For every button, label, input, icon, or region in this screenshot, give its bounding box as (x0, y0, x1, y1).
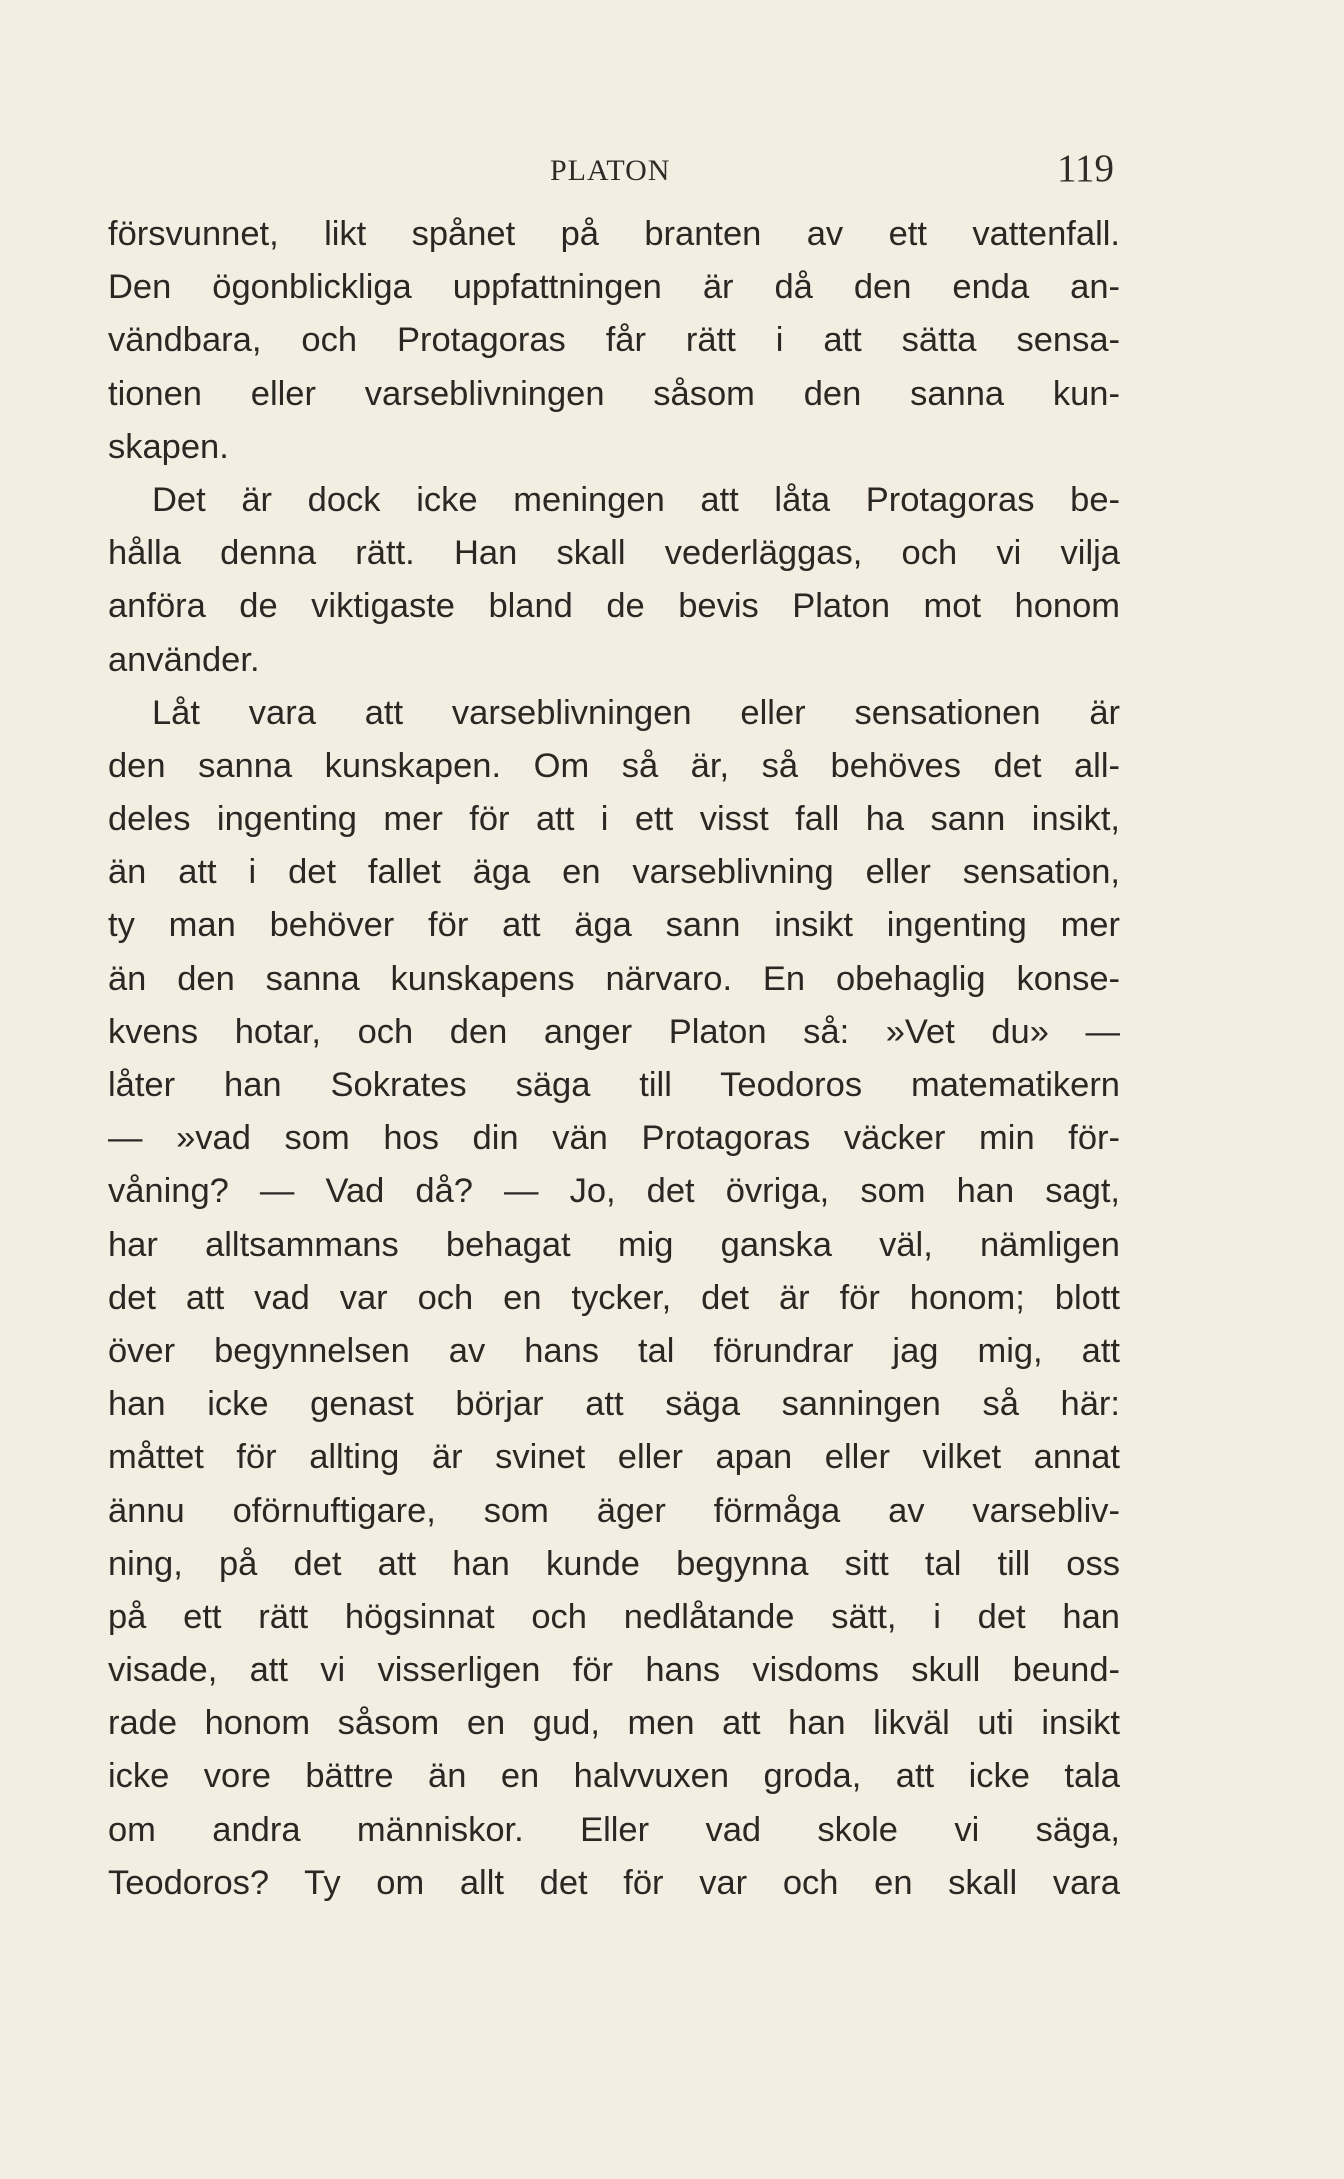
text-line: skapen. (108, 427, 229, 466)
page-number: 119 (1056, 147, 1114, 190)
text-line: över begynnelsen av hans tal förundrar jag mig, att (108, 1331, 1120, 1370)
text-line: deles ingenting mer för att i ett visst fall ha sann insikt, (108, 800, 1120, 839)
text-line: än den sanna kunskapens närvaro. En obehaglig konse- (108, 959, 1120, 998)
text-line: vändbara, och Protagoras får rätt i att sätta sensa- (108, 321, 1120, 360)
text-line: Det är dock icke meningen att låta Protagoras be- (152, 480, 1120, 519)
running-title: PLATON (550, 154, 671, 187)
text-line: ännu oförnuftigare, som äger förmåga av varsebliv- (108, 1491, 1120, 1530)
text-line: kvens hotar, och den anger Platon så: »Vet du» — (108, 1012, 1120, 1051)
text-line: låter han Sokrates säga till Teodoros matematikern (108, 1066, 1120, 1104)
text-line: det att vad var och en tycker, det är för honom; blott (108, 1278, 1120, 1317)
text-line: på ett rätt högsinnat och nedlåtande sätt, i det han (108, 1597, 1120, 1636)
text-line: Den ögonblickliga uppfattningen är då den enda an- (108, 268, 1120, 307)
text-line: använder. (108, 640, 260, 679)
text-line: försvunnet, likt spånet på branten av ett vattenfall. (108, 215, 1120, 253)
text-line: — »vad som hos din vän Protagoras väcker min för- (108, 1119, 1120, 1158)
text-line: ty man behöver för att äga sann insikt ingenting mer (108, 906, 1120, 945)
text-line: rade honom såsom en gud, men att han likväl uti insikt (108, 1704, 1120, 1743)
text-line: Teodoros? Ty om allt det för var och en skall vara (108, 1863, 1120, 1902)
text-line: anföra de viktigaste bland de bevis Platon mot honom (108, 587, 1120, 626)
body-text (108, 208, 1120, 1910)
text-line: Låt vara att varseblivningen eller sensationen är (152, 693, 1120, 732)
text-line: har alltsammans behagat mig ganska väl, nämligen (108, 1225, 1120, 1264)
text-line: icke vore bättre än en halvvuxen groda, att icke tala (108, 1757, 1120, 1796)
text-line: visade, att vi visserligen för hans visdoms skull beund- (108, 1651, 1120, 1690)
text-line: våning? — Vad då? — Jo, det övriga, som han sagt, (108, 1172, 1120, 1211)
text-line: tionen eller varseblivningen såsom den sanna kun- (108, 374, 1120, 413)
text-line: han icke genast börjar att säga sanningen så här: (108, 1385, 1120, 1424)
running-head (108, 146, 1120, 192)
text-line: om andra människor. Eller vad skole vi säga, (108, 1810, 1120, 1849)
text-line: måttet för allting är svinet eller apan eller vilket annat (108, 1438, 1120, 1477)
text-line: ning, på det att han kunde begynna sitt tal till oss (108, 1544, 1120, 1583)
text-line: den sanna kunskapen. Om så är, så behöves det all- (108, 746, 1120, 785)
text-line: än att i det fallet äga en varseblivning eller sensation, (108, 853, 1120, 892)
text-line: hålla denna rätt. Han skall vederläggas, och vi vilja (108, 534, 1120, 573)
